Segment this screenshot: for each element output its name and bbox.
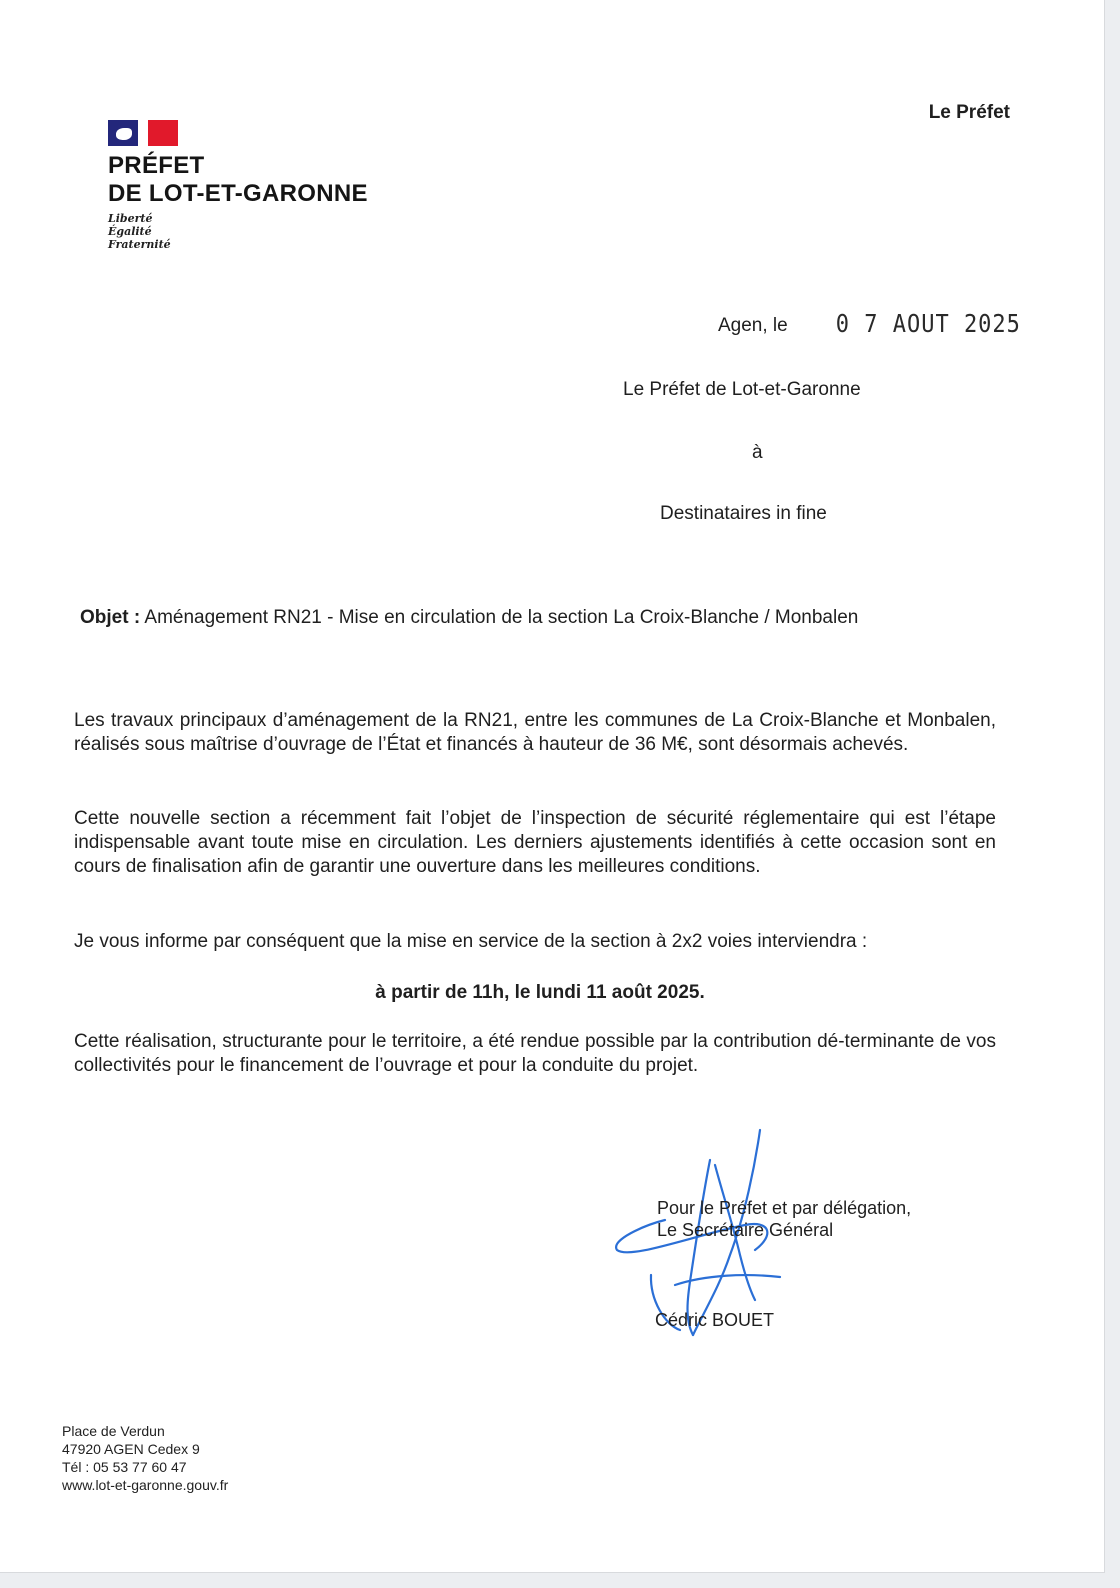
motto-fraternite: Fraternité bbox=[108, 238, 171, 251]
recipients: Destinataires in fine bbox=[660, 503, 827, 524]
to-word: à bbox=[752, 442, 763, 463]
opening-date-emphasis: à partir de 11h, le lundi 11 août 2025. bbox=[375, 982, 705, 1003]
signature-line-1: Pour le Préfet et par délégation, bbox=[657, 1198, 912, 1218]
footer-street: Place de Verdun bbox=[62, 1423, 165, 1439]
paragraph-1: Les travaux principaux d’aménagement de la RN21, entre les communes de La Croix-Blanche et Monbalen, réalisés sous maîtrise d’ouvrage de l’État et financés à hauteur de 36 M€, sont désormais achevés. bbox=[74, 710, 996, 755]
footer-phone: Tél : 05 53 77 60 47 bbox=[62, 1459, 187, 1475]
logo-line-2: DE LOT-ET-GARONNE bbox=[108, 180, 368, 207]
signature-block bbox=[657, 1197, 911, 1241]
signature-line-2: Le Secrétaire Général bbox=[657, 1220, 834, 1240]
motto-liberte: Liberté bbox=[108, 212, 153, 225]
footer-website: www.lot-et-garonne.gouv.fr bbox=[62, 1477, 229, 1493]
footer-city: 47920 AGEN Cedex 9 bbox=[62, 1441, 200, 1457]
date-line bbox=[718, 312, 1021, 337]
date-place: Agen, le bbox=[718, 315, 788, 336]
subject-line bbox=[80, 607, 1020, 629]
motto bbox=[108, 212, 368, 251]
paragraph-3: Je vous informe par conséquent que la mise en service de la section à 2x2 voies interviendra : bbox=[74, 931, 868, 952]
motto-egalite: Égalité bbox=[108, 225, 152, 238]
signer-name: Cédric BOUET bbox=[655, 1310, 775, 1330]
subject-label: Objet : bbox=[80, 607, 141, 628]
prefecture-logo bbox=[108, 120, 368, 251]
sender: Le Préfet de Lot-et-Garonne bbox=[623, 379, 861, 400]
footer-address bbox=[62, 1422, 228, 1494]
header-title: Le Préfet bbox=[928, 102, 1010, 123]
date-stamp: 0 7 AOUT 2025 bbox=[835, 310, 1021, 339]
logo-line-1: PRÉFET bbox=[108, 152, 205, 179]
marianne-flag-icon bbox=[108, 120, 178, 146]
paragraph-2: Cette nouvelle section a récemment fait l’objet de l’inspection de sécurité réglementaire qui est l’étape indispensable avant toute mise en circulation. Les derniers ajustements identifiés à cette occasion sont en cours de finalisation afin de garantir une ouverture dans les meilleures conditions. bbox=[74, 808, 996, 877]
paragraph-5: Cette réalisation, structurante pour le territoire, a été rendue possible par la contribution dé-terminante de vos collectivités pour le financement de l’ouvrage et pour la conduite du projet. bbox=[74, 1031, 996, 1076]
subject-text: Aménagement RN21 - Mise en circulation de la section La Croix-Blanche / Monbalen bbox=[140, 607, 859, 628]
